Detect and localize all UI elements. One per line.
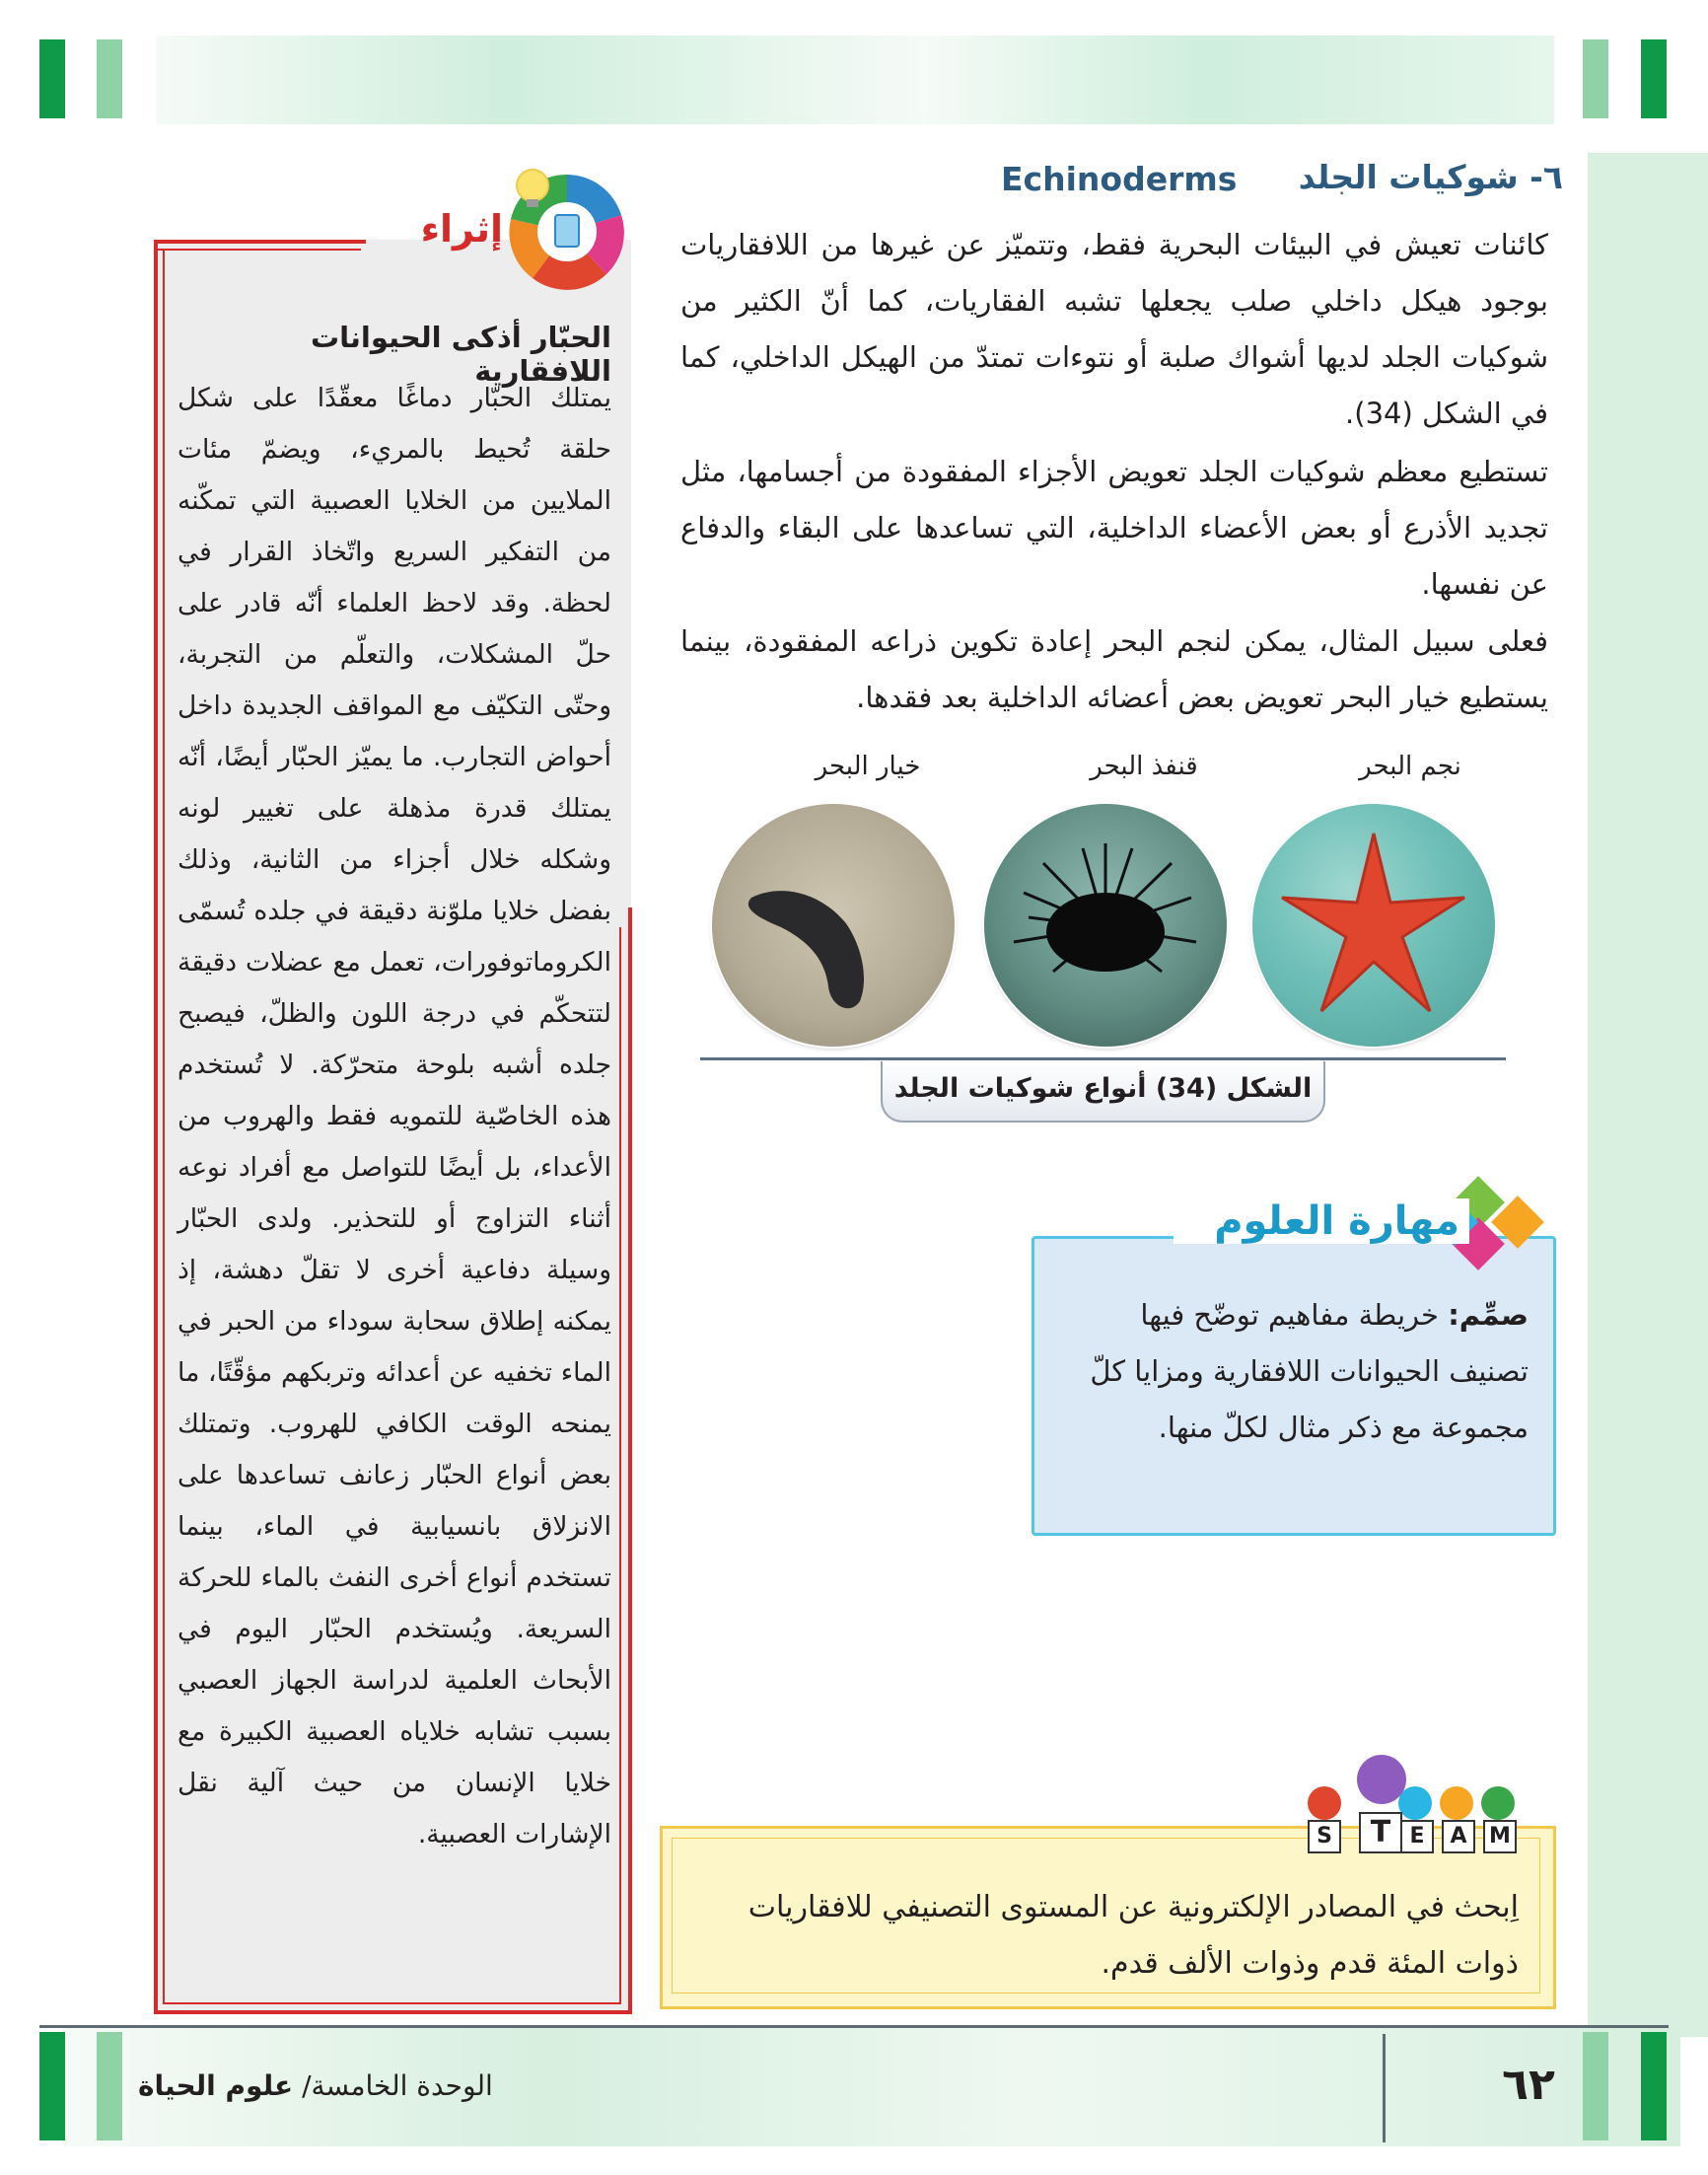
steam-letter-m: M [1483,1820,1517,1853]
steam-dot-arts [1440,1786,1473,1820]
steam-dot-science [1308,1786,1341,1820]
enrichment-border-bottom [154,2010,632,2014]
enrichment-border-left-inner [163,249,165,2004]
enrichment-border-top-inner [158,249,361,251]
sea-cucumber-icon [712,804,955,1047]
starfish-photo [1252,804,1495,1047]
top-right-light-bar [1583,39,1608,118]
enrichment-icon [493,158,631,296]
figure-baseline [700,1057,1506,1060]
enrichment-border-top [154,240,366,244]
steam-dot-math [1481,1786,1515,1820]
figure-label: الشكل (34) أنواع شوكيات الجلد [881,1061,1325,1123]
steam-logo [1302,1751,1519,1849]
top-left-dark-bar [39,39,65,118]
science-skill-text [1065,1287,1529,1456]
enrichment-border-right-inner [619,927,621,2004]
sea-cucumber-photo [712,804,955,1047]
paragraph-1: كائنات تعيش في البيئات البحرية فقط، وتتميّز عن غيرها من اللافقاريات بوجود هيكل داخلي صلب يجعلها تشبه الفقاريات، كما أنّ الكثير من شوكيات الجلد لديها أشواك صلبة أو نتوءات تمتدّ من الهيكل الداخلي، كما في الشكل (34). [680,228,1548,430]
section-title-english: Echinoderms [1001,160,1238,198]
steam-letter-t: T [1359,1812,1402,1853]
enrichment-border-bottom-inner [163,2002,621,2004]
steam-dot-engineering [1398,1786,1432,1820]
footer-subject: علوم الحياة [138,2069,294,2102]
bottom-left-dark-bar [39,2032,65,2140]
enrichment-title: إثراء [420,207,503,251]
lightbulb-gears-icon [493,158,631,296]
top-left-light-bar [97,39,122,118]
section-title-arabic: ٦- شوكيات الجلد [1298,158,1563,196]
bottom-right-dark-bar [1641,2032,1667,2140]
caption-sea-urchin: قنفذ البحر [1090,752,1198,781]
science-skill-body: خريطة مفاهيم توضّح فيها تصنيف الحيوانات اللافقارية ومزايا كلّ مجموعة مع ذكر مثال لكلّ منها. [1090,1298,1529,1444]
science-skill-lead: صمِّم: [1448,1298,1529,1332]
enrichment-heading: الحبّار أذكى الحيوانات اللافقارية [311,321,611,388]
bottom-left-light-bar [97,2032,122,2140]
sea-urchin-icon [984,804,1227,1047]
caption-sea-cucumber: خيار البحر [815,752,921,781]
sea-urchin-photo [984,804,1227,1047]
page-number: ٦٢ [1502,2060,1555,2110]
steam-text: اِبحث في المصادر الإلكترونية عن المستوى التصنيفي للافقاريات ذوات المئة قدم وذوات الألف قدم. [747,1890,1519,1981]
right-margin-strip [1588,153,1708,2037]
steam-letter-s: S [1308,1820,1341,1853]
footer-unit-label: الوحدة الخامسة/ [302,2069,493,2102]
footer-unit [138,2069,552,2102]
enrichment-border-left [154,240,158,2013]
steam-letter-a: A [1442,1820,1475,1853]
top-header-band [156,36,1554,124]
top-right-dark-bar [1641,39,1667,118]
science-skill-title: مهارة العلوم [1174,1198,1469,1244]
starfish-icon [1252,804,1495,1047]
section-title [1001,158,1563,207]
paragraph-2: تستطيع معظم شوكيات الجلد تعويض الأجزاء المفقودة من أجسامها، مثل تجديد الأذرع أو بعض الأعضاء الداخلية، التي تساعدها على البقاء والدفاع عن نفسها. [680,455,1548,601]
enrichment-border-right [628,907,632,2014]
footer-divider [1383,2034,1386,2142]
caption-starfish: نجم البحر [1359,752,1461,781]
paragraph-3: فعلى سبيل المثال، يمكن لنجم البحر إعادة تكوين ذراعه المفقودة، بينما يستطيع خيار البحر تعويض بعض أعضائه الداخلية بعد فقدها. [680,624,1548,714]
enrichment-body: يمتلك الحبّار دماغًا معقّدًا على شكل حلقة تُحيط بالمريء، ويضمّ مئات الملايين من الخلايا العصبية التي تمكّنه من التفكير السريع واتّخاذ القرار في لحظة. وقد لاحظ العلماء أنّه قادر على حلّ المشكلات، والتعلّم من التجربة، وحتّى التكيّف مع المواقف الجديدة داخل أحواض التجارب. ما يميّز الحبّار أيضًا، أنّه يمتلك قدرة مذهلة على تغيير لونه وشكله خلال أجزاء من الثانية، وذلك بفضل خلايا ملوّنة دقيقة في جلده تُسمّى الكروماتوفورات، تعمل مع عضلات دقيقة لتتحكّم في درجة اللون والظلّ، فيصبح جلده أشبه بلوحة متحرّكة. لا تُستخدم هذه الخاصّية للتمويه فقط والهروب من الأعداء، بل أيضًا للتواصل مع أفراد نوعه أثناء التزاوج أو للتحذير. ولدى الحبّار وسيلة دفاعية أخرى لا تقلّ دهشة، إذ يمكنه إطلاق سحابة سوداء من الحبر في الماء تخفيه عن أعدائه وتربكهم مؤقّتًا، ما يمنحه الوقت الكافي للهروب. وتمتلك بعض أنواع الحبّار زعانف تساعدها على الانزلاق بانسيابية في الماء، بينما تستخدم أنواع أخرى النفث بالماء للحركة السريعة. ويُستخدم الحبّار اليوم في الأبحاث العلمية لدراسة الجهاز العصبي بسبب تشابه خلاياه العصبية الكبيرة مع خلايا الإنسان من حيث آلية نقل الإشارات العصبية. [178,383,611,1849]
steam-letter-e: E [1400,1820,1434,1853]
